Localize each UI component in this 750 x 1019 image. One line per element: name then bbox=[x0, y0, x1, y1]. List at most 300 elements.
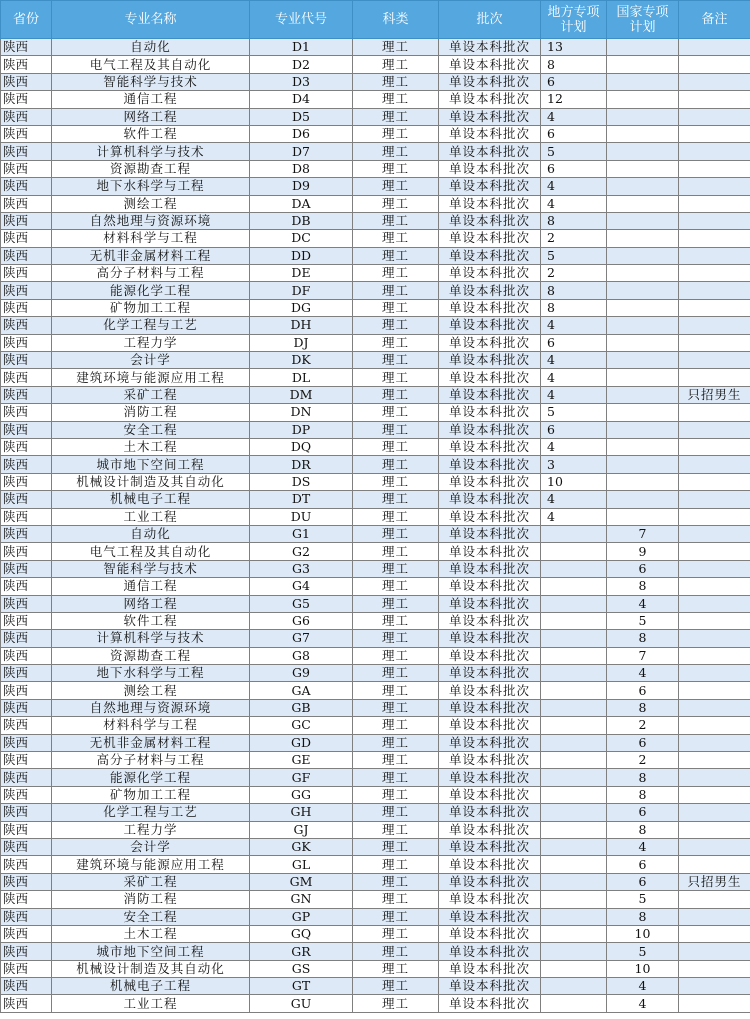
table-body bbox=[1, 39, 750, 1013]
cell-local-plan: 6 bbox=[541, 160, 607, 177]
cell-national-plan bbox=[607, 39, 679, 56]
cell-note bbox=[679, 125, 750, 142]
cell-province: 陕西 bbox=[1, 786, 52, 803]
cell-category: 理工 bbox=[353, 386, 439, 403]
cell-province: 陕西 bbox=[1, 943, 52, 960]
cell-local-plan bbox=[541, 856, 607, 873]
table-header-row bbox=[1, 1, 750, 39]
cell-note bbox=[679, 856, 750, 873]
cell-code: GG bbox=[250, 786, 353, 803]
cell-major: 智能科学与技术 bbox=[52, 73, 250, 90]
cell-local-plan: 4 bbox=[541, 386, 607, 403]
cell-major: 会计学 bbox=[52, 838, 250, 855]
header-local-line-1: 地方专项 bbox=[547, 4, 600, 20]
cell-national-plan bbox=[607, 73, 679, 90]
cell-local-plan: 6 bbox=[541, 334, 607, 351]
cell-local-plan: 6 bbox=[541, 421, 607, 438]
cell-major: 测绘工程 bbox=[52, 195, 250, 212]
cell-local-plan: 4 bbox=[541, 317, 607, 334]
header-local-line-2: 计划 bbox=[560, 19, 587, 35]
cell-code: GK bbox=[250, 838, 353, 855]
cell-batch: 单设本科批次 bbox=[439, 73, 541, 90]
table-row bbox=[1, 386, 750, 403]
cell-national-plan: 8 bbox=[607, 908, 679, 925]
cell-local-plan: 8 bbox=[541, 282, 607, 299]
cell-category: 理工 bbox=[353, 160, 439, 177]
cell-category: 理工 bbox=[353, 282, 439, 299]
cell-category: 理工 bbox=[353, 665, 439, 682]
cell-national-plan: 10 bbox=[607, 960, 679, 977]
table-row bbox=[1, 508, 750, 525]
cell-code: DA bbox=[250, 195, 353, 212]
cell-note bbox=[679, 265, 750, 282]
cell-major: 城市地下空间工程 bbox=[52, 456, 250, 473]
cell-batch: 单设本科批次 bbox=[439, 334, 541, 351]
cell-category: 理工 bbox=[353, 369, 439, 386]
cell-province: 陕西 bbox=[1, 282, 52, 299]
cell-category: 理工 bbox=[353, 73, 439, 90]
table-row bbox=[1, 995, 750, 1012]
cell-category: 理工 bbox=[353, 456, 439, 473]
cell-province: 陕西 bbox=[1, 508, 52, 525]
cell-note bbox=[679, 717, 750, 734]
cell-note bbox=[679, 178, 750, 195]
cell-local-plan bbox=[541, 873, 607, 890]
cell-note bbox=[679, 838, 750, 855]
cell-note bbox=[679, 108, 750, 125]
cell-category: 理工 bbox=[353, 195, 439, 212]
cell-code: D2 bbox=[250, 56, 353, 73]
cell-batch: 单设本科批次 bbox=[439, 699, 541, 716]
cell-local-plan: 4 bbox=[541, 369, 607, 386]
cell-national-plan: 5 bbox=[607, 612, 679, 629]
cell-note bbox=[679, 595, 750, 612]
cell-major: 电气工程及其自动化 bbox=[52, 56, 250, 73]
cell-major: 无机非金属材料工程 bbox=[52, 734, 250, 751]
cell-batch: 单设本科批次 bbox=[439, 56, 541, 73]
cell-province: 陕西 bbox=[1, 873, 52, 890]
cell-national-plan bbox=[607, 195, 679, 212]
cell-national-plan bbox=[607, 265, 679, 282]
header-note: 备注 bbox=[679, 1, 750, 39]
cell-code: D1 bbox=[250, 39, 353, 56]
cell-national-plan bbox=[607, 352, 679, 369]
cell-batch: 单设本科批次 bbox=[439, 612, 541, 629]
table-row bbox=[1, 943, 750, 960]
cell-local-plan bbox=[541, 665, 607, 682]
cell-code: D6 bbox=[250, 125, 353, 142]
cell-category: 理工 bbox=[353, 595, 439, 612]
cell-national-plan bbox=[607, 386, 679, 403]
cell-national-plan: 5 bbox=[607, 943, 679, 960]
cell-local-plan bbox=[541, 578, 607, 595]
cell-note bbox=[679, 91, 750, 108]
cell-major: 矿物加工工程 bbox=[52, 786, 250, 803]
cell-category: 理工 bbox=[353, 56, 439, 73]
cell-category: 理工 bbox=[353, 560, 439, 577]
cell-local-plan: 4 bbox=[541, 352, 607, 369]
cell-batch: 单设本科批次 bbox=[439, 195, 541, 212]
cell-code: GU bbox=[250, 995, 353, 1012]
cell-batch: 单设本科批次 bbox=[439, 734, 541, 751]
table-row bbox=[1, 665, 750, 682]
table-row bbox=[1, 282, 750, 299]
cell-province: 陕西 bbox=[1, 299, 52, 316]
table-row bbox=[1, 786, 750, 803]
cell-province: 陕西 bbox=[1, 630, 52, 647]
cell-local-plan: 5 bbox=[541, 143, 607, 160]
cell-note bbox=[679, 421, 750, 438]
cell-province: 陕西 bbox=[1, 960, 52, 977]
cell-note bbox=[679, 369, 750, 386]
cell-batch: 单设本科批次 bbox=[439, 821, 541, 838]
header-category: 科类 bbox=[353, 1, 439, 39]
cell-batch: 单设本科批次 bbox=[439, 386, 541, 403]
cell-code: DB bbox=[250, 212, 353, 229]
cell-batch: 单设本科批次 bbox=[439, 438, 541, 455]
cell-note bbox=[679, 821, 750, 838]
cell-batch: 单设本科批次 bbox=[439, 369, 541, 386]
cell-province: 陕西 bbox=[1, 978, 52, 995]
cell-category: 理工 bbox=[353, 404, 439, 421]
cell-category: 理工 bbox=[353, 786, 439, 803]
cell-major: 安全工程 bbox=[52, 908, 250, 925]
cell-code: DH bbox=[250, 317, 353, 334]
cell-batch: 单设本科批次 bbox=[439, 91, 541, 108]
cell-national-plan bbox=[607, 473, 679, 490]
cell-batch: 单设本科批次 bbox=[439, 178, 541, 195]
cell-note bbox=[679, 352, 750, 369]
cell-national-plan: 7 bbox=[607, 525, 679, 542]
cell-batch: 单设本科批次 bbox=[439, 508, 541, 525]
cell-province: 陕西 bbox=[1, 160, 52, 177]
cell-province: 陕西 bbox=[1, 925, 52, 942]
cell-major: 测绘工程 bbox=[52, 682, 250, 699]
cell-major: 通信工程 bbox=[52, 91, 250, 108]
cell-code: DE bbox=[250, 265, 353, 282]
cell-code: G9 bbox=[250, 665, 353, 682]
cell-batch: 单设本科批次 bbox=[439, 978, 541, 995]
cell-national-plan: 6 bbox=[607, 682, 679, 699]
table-row bbox=[1, 717, 750, 734]
cell-local-plan: 2 bbox=[541, 230, 607, 247]
cell-category: 理工 bbox=[353, 178, 439, 195]
cell-national-plan bbox=[607, 456, 679, 473]
cell-local-plan bbox=[541, 682, 607, 699]
cell-major: 自然地理与资源环境 bbox=[52, 699, 250, 716]
cell-province: 陕西 bbox=[1, 91, 52, 108]
cell-batch: 单设本科批次 bbox=[439, 873, 541, 890]
cell-category: 理工 bbox=[353, 125, 439, 142]
cell-national-plan: 4 bbox=[607, 838, 679, 855]
cell-province: 陕西 bbox=[1, 804, 52, 821]
cell-major: 机械电子工程 bbox=[52, 491, 250, 508]
cell-national-plan: 6 bbox=[607, 734, 679, 751]
table-row bbox=[1, 160, 750, 177]
cell-local-plan: 13 bbox=[541, 39, 607, 56]
cell-batch: 单设本科批次 bbox=[439, 578, 541, 595]
cell-code: GA bbox=[250, 682, 353, 699]
cell-batch: 单设本科批次 bbox=[439, 960, 541, 977]
table-row bbox=[1, 299, 750, 316]
cell-code: G6 bbox=[250, 612, 353, 629]
table-row bbox=[1, 682, 750, 699]
cell-code: DL bbox=[250, 369, 353, 386]
cell-category: 理工 bbox=[353, 630, 439, 647]
cell-national-plan: 5 bbox=[607, 891, 679, 908]
cell-national-plan bbox=[607, 230, 679, 247]
cell-national-plan: 4 bbox=[607, 665, 679, 682]
table-row bbox=[1, 456, 750, 473]
cell-national-plan: 6 bbox=[607, 856, 679, 873]
cell-local-plan: 2 bbox=[541, 265, 607, 282]
cell-note bbox=[679, 960, 750, 977]
cell-code: GN bbox=[250, 891, 353, 908]
cell-category: 理工 bbox=[353, 212, 439, 229]
table-row bbox=[1, 978, 750, 995]
cell-note bbox=[679, 908, 750, 925]
cell-province: 陕西 bbox=[1, 682, 52, 699]
cell-major: 会计学 bbox=[52, 352, 250, 369]
cell-note bbox=[679, 665, 750, 682]
cell-national-plan bbox=[607, 125, 679, 142]
cell-national-plan: 10 bbox=[607, 925, 679, 942]
cell-major: 城市地下空间工程 bbox=[52, 943, 250, 960]
cell-national-plan bbox=[607, 438, 679, 455]
cell-province: 陕西 bbox=[1, 578, 52, 595]
cell-note bbox=[679, 334, 750, 351]
table-row bbox=[1, 752, 750, 769]
cell-batch: 单设本科批次 bbox=[439, 212, 541, 229]
table-row bbox=[1, 212, 750, 229]
cell-note bbox=[679, 804, 750, 821]
cell-province: 陕西 bbox=[1, 647, 52, 664]
table-row bbox=[1, 39, 750, 56]
cell-category: 理工 bbox=[353, 265, 439, 282]
table-row bbox=[1, 247, 750, 264]
cell-national-plan: 6 bbox=[607, 873, 679, 890]
table-row bbox=[1, 195, 750, 212]
cell-major: 资源勘查工程 bbox=[52, 160, 250, 177]
cell-local-plan bbox=[541, 995, 607, 1012]
table-row bbox=[1, 56, 750, 73]
cell-major: 安全工程 bbox=[52, 421, 250, 438]
cell-code: D9 bbox=[250, 178, 353, 195]
table-row bbox=[1, 473, 750, 490]
table-row bbox=[1, 960, 750, 977]
cell-code: GH bbox=[250, 804, 353, 821]
cell-major: 工业工程 bbox=[52, 995, 250, 1012]
table-row bbox=[1, 699, 750, 716]
cell-local-plan: 4 bbox=[541, 108, 607, 125]
cell-province: 陕西 bbox=[1, 734, 52, 751]
cell-province: 陕西 bbox=[1, 247, 52, 264]
table-row bbox=[1, 630, 750, 647]
cell-province: 陕西 bbox=[1, 838, 52, 855]
cell-major: 矿物加工工程 bbox=[52, 299, 250, 316]
cell-note bbox=[679, 612, 750, 629]
cell-local-plan bbox=[541, 978, 607, 995]
cell-national-plan: 4 bbox=[607, 995, 679, 1012]
cell-note bbox=[679, 978, 750, 995]
cell-batch: 单设本科批次 bbox=[439, 838, 541, 855]
cell-local-plan bbox=[541, 821, 607, 838]
cell-local-plan bbox=[541, 804, 607, 821]
cell-batch: 单设本科批次 bbox=[439, 473, 541, 490]
cell-category: 理工 bbox=[353, 873, 439, 890]
table-row bbox=[1, 804, 750, 821]
cell-local-plan bbox=[541, 943, 607, 960]
cell-national-plan bbox=[607, 508, 679, 525]
cell-code: D4 bbox=[250, 91, 353, 108]
cell-note bbox=[679, 73, 750, 90]
cell-batch: 单设本科批次 bbox=[439, 39, 541, 56]
cell-national-plan: 4 bbox=[607, 978, 679, 995]
cell-national-plan: 8 bbox=[607, 630, 679, 647]
cell-batch: 单设本科批次 bbox=[439, 352, 541, 369]
cell-major: 智能科学与技术 bbox=[52, 560, 250, 577]
cell-note bbox=[679, 891, 750, 908]
cell-code: GT bbox=[250, 978, 353, 995]
cell-batch: 单设本科批次 bbox=[439, 143, 541, 160]
cell-batch: 单设本科批次 bbox=[439, 125, 541, 142]
cell-batch: 单设本科批次 bbox=[439, 299, 541, 316]
cell-note bbox=[679, 491, 750, 508]
cell-local-plan bbox=[541, 786, 607, 803]
cell-major: 能源化学工程 bbox=[52, 769, 250, 786]
cell-province: 陕西 bbox=[1, 491, 52, 508]
cell-local-plan bbox=[541, 769, 607, 786]
table-row bbox=[1, 925, 750, 942]
table-row bbox=[1, 125, 750, 142]
cell-local-plan bbox=[541, 595, 607, 612]
cell-code: DQ bbox=[250, 438, 353, 455]
cell-major: 建筑环境与能源应用工程 bbox=[52, 856, 250, 873]
table-row bbox=[1, 647, 750, 664]
table-row bbox=[1, 612, 750, 629]
cell-national-plan: 8 bbox=[607, 578, 679, 595]
table-row bbox=[1, 438, 750, 455]
cell-province: 陕西 bbox=[1, 995, 52, 1012]
cell-province: 陕西 bbox=[1, 699, 52, 716]
cell-category: 理工 bbox=[353, 699, 439, 716]
cell-major: 消防工程 bbox=[52, 404, 250, 421]
cell-batch: 单设本科批次 bbox=[439, 595, 541, 612]
cell-code: GR bbox=[250, 943, 353, 960]
cell-national-plan: 6 bbox=[607, 560, 679, 577]
cell-major: 软件工程 bbox=[52, 125, 250, 142]
cell-major: 电气工程及其自动化 bbox=[52, 543, 250, 560]
cell-code: DU bbox=[250, 508, 353, 525]
cell-category: 理工 bbox=[353, 578, 439, 595]
cell-code: DF bbox=[250, 282, 353, 299]
cell-category: 理工 bbox=[353, 804, 439, 821]
cell-note: 只招男生 bbox=[679, 873, 750, 890]
cell-national-plan bbox=[607, 143, 679, 160]
cell-batch: 单设本科批次 bbox=[439, 682, 541, 699]
cell-local-plan: 12 bbox=[541, 91, 607, 108]
table-row bbox=[1, 317, 750, 334]
cell-note bbox=[679, 769, 750, 786]
cell-province: 陕西 bbox=[1, 908, 52, 925]
cell-major: 无机非金属材料工程 bbox=[52, 247, 250, 264]
cell-province: 陕西 bbox=[1, 752, 52, 769]
cell-category: 理工 bbox=[353, 438, 439, 455]
cell-note bbox=[679, 786, 750, 803]
cell-province: 陕西 bbox=[1, 560, 52, 577]
cell-code: GQ bbox=[250, 925, 353, 942]
cell-batch: 单设本科批次 bbox=[439, 786, 541, 803]
cell-province: 陕西 bbox=[1, 230, 52, 247]
cell-batch: 单设本科批次 bbox=[439, 543, 541, 560]
cell-national-plan: 7 bbox=[607, 647, 679, 664]
cell-national-plan bbox=[607, 421, 679, 438]
cell-major: 采矿工程 bbox=[52, 386, 250, 403]
cell-note bbox=[679, 734, 750, 751]
cell-local-plan bbox=[541, 891, 607, 908]
cell-major: 自动化 bbox=[52, 525, 250, 542]
cell-province: 陕西 bbox=[1, 212, 52, 229]
table-row bbox=[1, 334, 750, 351]
cell-national-plan: 2 bbox=[607, 752, 679, 769]
cell-province: 陕西 bbox=[1, 473, 52, 490]
cell-province: 陕西 bbox=[1, 525, 52, 542]
cell-national-plan: 6 bbox=[607, 804, 679, 821]
cell-batch: 单设本科批次 bbox=[439, 717, 541, 734]
cell-code: GF bbox=[250, 769, 353, 786]
table-row bbox=[1, 404, 750, 421]
cell-category: 理工 bbox=[353, 908, 439, 925]
cell-national-plan bbox=[607, 369, 679, 386]
cell-code: GJ bbox=[250, 821, 353, 838]
cell-batch: 单设本科批次 bbox=[439, 665, 541, 682]
cell-batch: 单设本科批次 bbox=[439, 630, 541, 647]
cell-code: GM bbox=[250, 873, 353, 890]
cell-note bbox=[679, 752, 750, 769]
cell-code: GB bbox=[250, 699, 353, 716]
cell-major: 工程力学 bbox=[52, 821, 250, 838]
cell-local-plan bbox=[541, 630, 607, 647]
cell-province: 陕西 bbox=[1, 265, 52, 282]
cell-code: G3 bbox=[250, 560, 353, 577]
cell-note bbox=[679, 404, 750, 421]
table-row bbox=[1, 856, 750, 873]
cell-batch: 单设本科批次 bbox=[439, 160, 541, 177]
cell-local-plan: 5 bbox=[541, 247, 607, 264]
cell-code: GE bbox=[250, 752, 353, 769]
cell-note bbox=[679, 508, 750, 525]
cell-major: 计算机科学与技术 bbox=[52, 143, 250, 160]
cell-batch: 单设本科批次 bbox=[439, 404, 541, 421]
cell-national-plan bbox=[607, 299, 679, 316]
cell-batch: 单设本科批次 bbox=[439, 230, 541, 247]
cell-national-plan bbox=[607, 317, 679, 334]
cell-national-plan: 8 bbox=[607, 769, 679, 786]
cell-province: 陕西 bbox=[1, 195, 52, 212]
cell-code: G2 bbox=[250, 543, 353, 560]
cell-category: 理工 bbox=[353, 543, 439, 560]
cell-major: 土木工程 bbox=[52, 438, 250, 455]
cell-category: 理工 bbox=[353, 39, 439, 56]
cell-note bbox=[679, 699, 750, 716]
cell-province: 陕西 bbox=[1, 856, 52, 873]
cell-major: 高分子材料与工程 bbox=[52, 265, 250, 282]
cell-major: 网络工程 bbox=[52, 108, 250, 125]
cell-category: 理工 bbox=[353, 91, 439, 108]
cell-local-plan: 10 bbox=[541, 473, 607, 490]
cell-major: 采矿工程 bbox=[52, 873, 250, 890]
table-row bbox=[1, 560, 750, 577]
